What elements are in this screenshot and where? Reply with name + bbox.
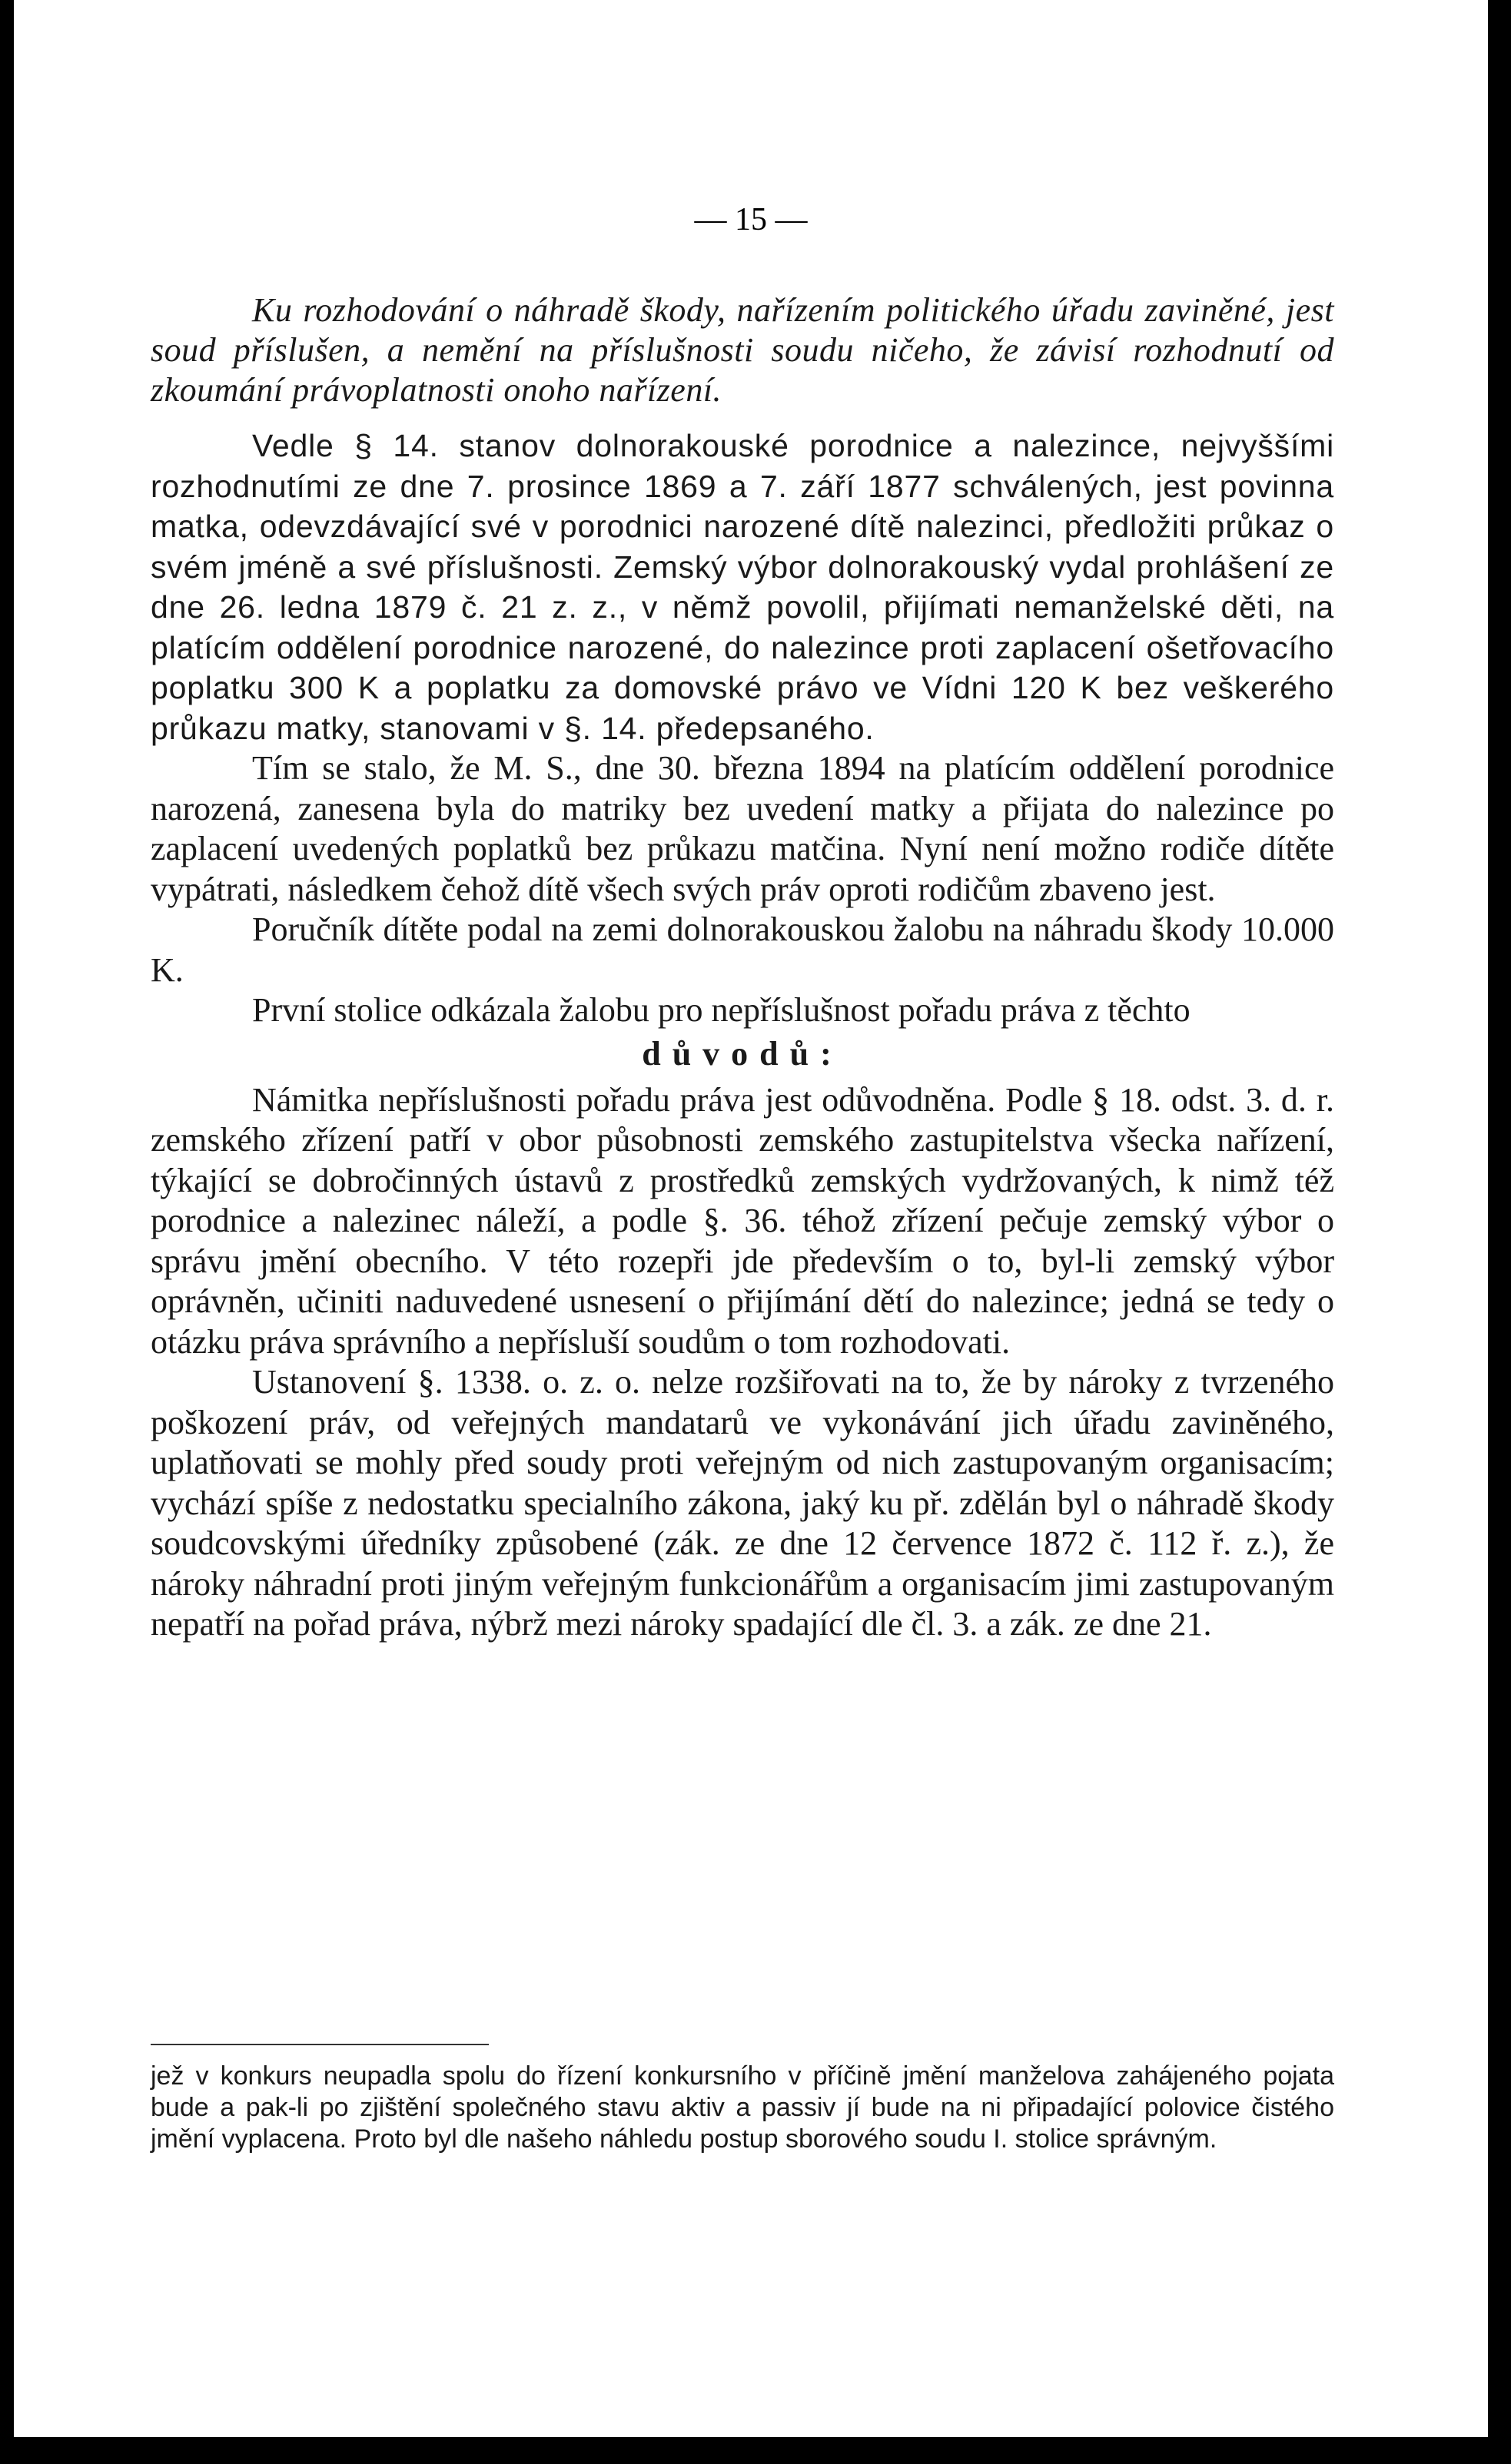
paragraph-2: Tím se stalo, že M. S., dne 30. března 1894 na platícím oddělení porodnice narozená, zanesena byla do matriky bez uvedení matky a přijata do nalezince po zaplacení uvedených poplatků bez průkazu matčina. Nyní není možno rodiče dítěte vypátrati, následkem čehož dítě všech svých práv oproti rodičům zbaveno jest. — [151, 749, 1334, 908]
page-paper — [14, 0, 1488, 2437]
paragraph-3: Poručník dítěte podal na zemi dolnorakouskou žalobu na náhradu škody 10.000 K. — [151, 910, 1334, 989]
main-text — [151, 290, 1334, 1645]
page-number: — 15 — — [694, 202, 808, 237]
footnote: jež v konkurs neupadla spolu do řízení konkursního v příčině jmění manželova zahájeného pojata bude a pak-li po zjištění společného stavu aktiv a passiv jí bude na ni připadající polovice čistého jmění vyplacena. Proto byl dle našeho náhledu postup sborového soudu I. stolice správným. — [151, 2061, 1334, 2154]
paragraph-1: Vedle § 14. stanov dolnorakouské porodnice a nalezince, nejvyššími rozhodnutími ze dne 7. prosince 1869 a 7. září 1877 schválených, jest povinna matka, odevzdávající své v porodnici narozené dítě nalezinci, předložiti průkaz o svém jméně a své příslušnosti. Zemský výbor dolnorakouský vydal prohlášení ze dne 26. ledna 1879 č. 21 z. z., v němž povolil, přijímati nemanželské děti, na platícím oddělení porodnice narozené, do nalezince proti zaplacení ošetřovacího poplatku 300 K a poplatku za domovské právo ve Vídni 120 K bez veškerého průkazu matky, stanovami v §. 14. předepsaného. — [151, 428, 1334, 746]
paragraph-6: Ustanovení §. 1338. o. z. o. nelze rozšiřovati na to, že by nároky z tvrzeného poškození práv, od veřejných mandatarů ve vykonávání jich úřadu zaviněného, uplatňovati se mohly před soudy proti veřejným od nich zastupovaným organisacím; vychází spíše z nedostatku specialního zákona, jaký ku př. zdělán byl o náhradě škody soudcovskými úředníky způsobené (zák. ze dne 12 července 1872 č. 112 ř. z.), že nároky náhradní proti jiným veřejným funkcionářům a organisacím jimi zastupovaným nepatří na pořad práva, nýbrž mezi nároky spadající dle čl. 3. a zák. ze dne 21. — [151, 1363, 1334, 1643]
section-heading: důvodů: — [642, 1034, 843, 1073]
paragraph-4: První stolice odkázala žalobu pro nepříslušnost pořadu práva z těchto — [252, 991, 1191, 1029]
footnote-divider — [151, 2044, 489, 2045]
paragraph-5: Námitka nepříslušnosti pořadu práva jest odůvodněna. Podle § 18. odst. 3. d. r. zemského zřízení patří v obor působnosti zemského zastupitelstva všecka nařízení, týkající se dobročinných ústavů z prostředků zemských vydržovaných, k nimž též porodnice a nalezinec náleží, a podle §. 36. téhož zřízení pečuje zemský výbor o správu jmění obecního. V této rozepři jde především o to, byl-li zemský výbor oprávněn, učiniti naduvedené usnesení o přijímání dětí do nalezince; jedná se tedy o otázku práva správního a nepřísluší soudům o tom rozhodovati. — [151, 1080, 1334, 1361]
italic-summary: Ku rozhodování o náhradě škody, nařízením politického úřadu zaviněné, jest soud příslušen, a nemění na příslušnosti soudu ničeho, že závisí rozhodnutí od zkoumání právoplatnosti onoho nařízení. — [151, 291, 1334, 409]
